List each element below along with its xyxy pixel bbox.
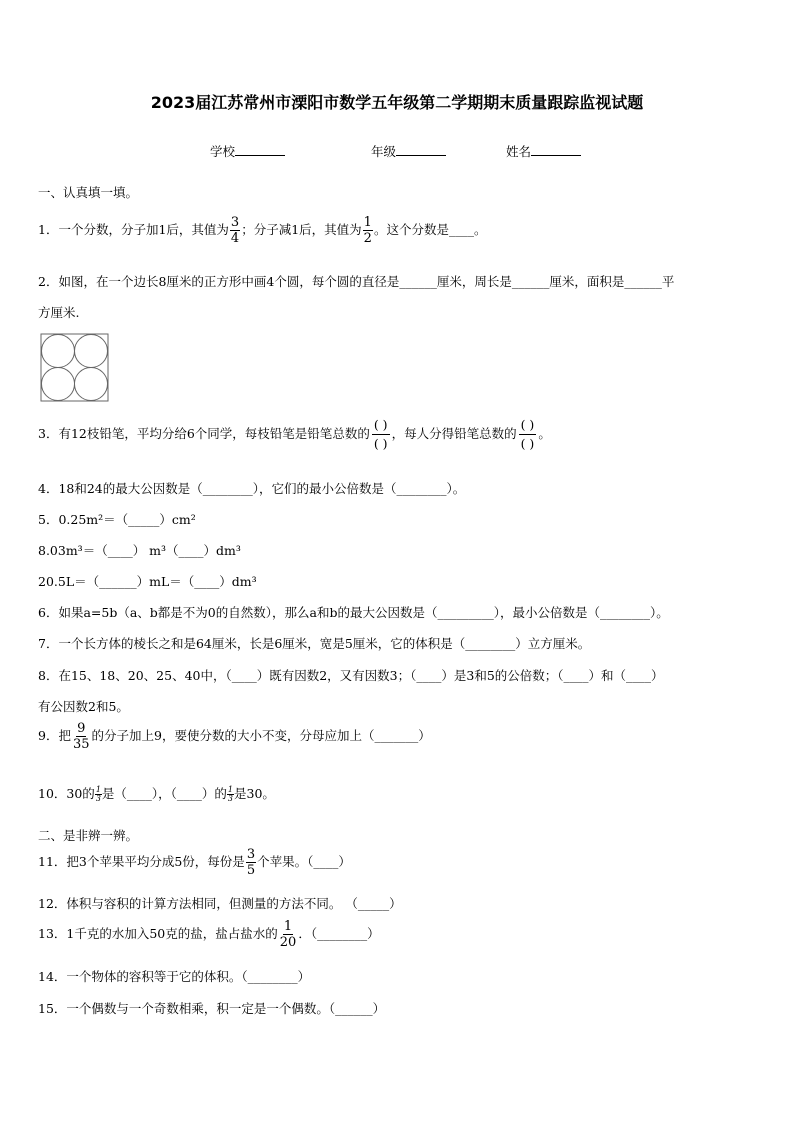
question-14: 14．一个物体的容积等于它的体积。（________） [38,969,311,984]
q9-text-a: 9．把 [38,728,71,743]
q10-fraction-2: $\frac{1}{3}$ [227,785,234,803]
q13-text-b: ．（________） [298,926,380,941]
question-12: 12．体积与容积的计算方法相同，但测量的方法不同。 （_____） [38,896,402,911]
q3-text-c: 。 [538,425,551,441]
school-field [210,142,285,160]
question-3 [38,418,551,451]
question-11 [38,848,351,877]
name-label: 姓名 [506,144,532,159]
question-8-line-1: 8．在15、18、20、25、40中，（____）既有因数2，又有因数3；（____）是3和5的公倍数；（____）和（____） [38,668,664,683]
q13-text-a: 13．1千克的水加入50克的盐，盐占盐水的 [38,926,278,941]
question-9 [38,722,431,751]
q1-text-a: 1．一个分数，分子加1后，其值为 [38,222,229,237]
question-5-c: 20.5L＝（______）mL＝（____）dm³ [38,574,257,589]
section-1-heading: 一、认真填一填。 [38,185,139,200]
question-13 [38,920,380,949]
q11-fraction: $\frac{3}{5}$ [246,847,256,878]
q3-blank-fraction-1: $\frac{( )}{( )}$ [373,417,388,451]
grade-label: 年级 [371,144,397,159]
q1-text-b: ；分子减1后，其值为 [241,222,362,237]
q3-text-b: ，每人分得铅笔总数的 [391,425,517,441]
name-field [506,142,581,160]
q3-blank-fraction-2: $\frac{( )}{( )}$ [520,417,535,451]
four-circles-figure [40,333,110,403]
question-10 [38,784,275,803]
q11-text-a: 11．把3个苹果平均分成5份，每份是 [38,854,245,869]
question-4: 4．18和24的最大公因数是（________），它们的最小公倍数是（________）。 [38,481,466,496]
grade-field [371,142,446,160]
page-title: 2023届江苏常州市溧阳市数学五年级第二学期期末质量跟踪监视试题 [150,93,644,112]
section-2-heading: 二、是非辨一辨。 [38,828,139,843]
q1-text-c: 。这个分数是____。 [373,222,487,237]
q10-text-b: 是（____），（____）的 [101,786,227,801]
q10-fraction-1: $\frac{1}{3}$ [95,785,101,803]
question-5-a: 5．0.25m²＝（_____）cm² [38,512,196,527]
question-7: 7．一个长方体的棱长之和是64厘米，长是6厘米，宽是5厘米，它的体积是（________）立方厘米。 [38,636,591,651]
question-15: 15．一个偶数与一个奇数相乘，积一定是一个偶数。（______） [38,1001,386,1016]
q9-text-b: 的分子加上9，要使分数的大小不变，分母应加上（_______） [91,728,431,743]
question-5-b: 8.03m³＝（____） m³（____）dm³ [38,543,241,558]
q11-text-b: 个苹果。（____） [257,854,351,869]
question-2-line-2: 方厘米. [38,305,80,320]
q1-fraction-1: $\frac{3}{4}$ [230,215,240,246]
question-1 [38,216,486,245]
q1-fraction-2: $\frac{1}{2}$ [363,215,372,246]
q10-text-c: 是30。 [234,786,275,801]
q10-text-a: 10．30的 [38,786,95,801]
school-label: 学校 [210,144,236,159]
q3-text-a: 3．有12枝铅笔，平均分给6个同学，每枝铅笔是铅笔总数的 [38,425,370,441]
question-2-line-1: 2．如图，在一个边长8厘米的正方形中画4个圆，每个圆的直径是______厘米，周长是______厘米，面积是______平 [38,274,675,289]
question-8-line-2: 有公因数2和5。 [38,699,129,714]
question-6: 6．如果a=5b（a、b都是不为0的自然数），那么a和b的最大公因数是（_________），最小公倍数是（________）。 [38,605,669,620]
q13-fraction: $\frac{1}{20}$ [279,919,297,950]
q9-fraction: $\frac{9}{35}$ [72,721,90,752]
